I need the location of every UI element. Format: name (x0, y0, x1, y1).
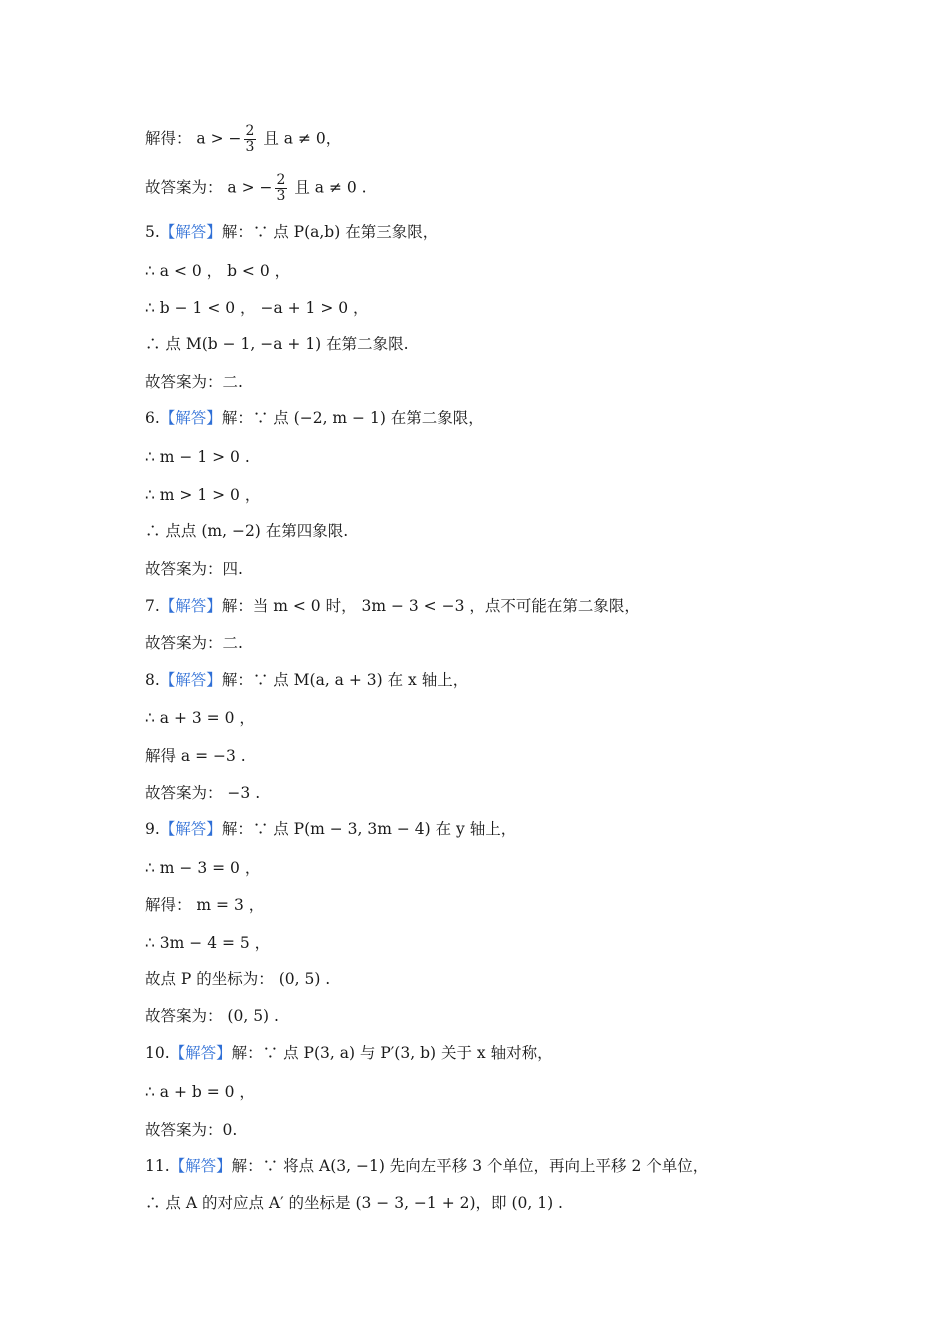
problem-9-header (145, 819, 516, 839)
problem-10-header (145, 1043, 553, 1063)
solution-line (145, 746, 246, 766)
fraction-denominator: 3 (276, 188, 286, 204)
solution-tag: 【解答】 (159, 820, 222, 838)
line-text: 解得： a > − (145, 129, 242, 148)
line-text: 解：∵ 点 P(3, a) 与 P′(3, b) 关于 x 轴对称， (231, 1044, 553, 1062)
problem-11-header (145, 1156, 708, 1176)
line-text: 解：∵ 点 (−2, m − 1) 在第二象限， (221, 409, 484, 427)
line-text: 解得： m = 3 ， (145, 896, 265, 914)
problem-number: 10. (145, 1044, 170, 1062)
solution-tag: 【解答】 (169, 1044, 232, 1062)
solution-line (145, 521, 348, 541)
solution-line (145, 858, 260, 878)
line-text: ∴ 点点 (m, −2) 在第四象限. (145, 522, 349, 540)
answer-line (145, 783, 260, 803)
solution-line (145, 969, 330, 989)
solution-line (145, 261, 290, 281)
line-text: ∴ m − 1 > 0 . (145, 448, 250, 466)
answer-line (145, 633, 243, 653)
solution-tag: 【解答】 (159, 597, 222, 615)
fraction (275, 173, 288, 204)
solution-line (145, 708, 255, 728)
fraction-numerator: 2 (276, 172, 286, 188)
problem-7-header (145, 596, 640, 616)
line-text: 故答案为： (0, 5) . (145, 1007, 279, 1025)
solution-line (145, 447, 250, 467)
line-text: ∴ m > 1 > 0 ， (145, 486, 261, 504)
fraction-numerator: 2 (245, 123, 255, 139)
line-text: 且 a ≠ 0， (258, 129, 342, 148)
line-text: 故答案为：二. (145, 373, 243, 391)
solution-line (145, 334, 409, 354)
problem-number: 11. (145, 1157, 170, 1175)
line-text: 且 a ≠ 0 . (289, 178, 367, 197)
line-text: 故点 P 的坐标为： (0, 5) . (145, 970, 331, 988)
line-text: 解：∵ 点 P(m − 3, 3m − 4) 在 y 轴上， (221, 820, 517, 838)
problem-number: 5. (145, 223, 160, 241)
answer-line (145, 372, 243, 392)
line-text: 故答案为：0. (145, 1121, 238, 1139)
solution-tag: 【解答】 (159, 223, 222, 241)
line-text: 解得 a = −3 . (145, 747, 246, 765)
solution-tag: 【解答】 (159, 671, 222, 689)
problem-number: 7. (145, 597, 160, 615)
solution-line (145, 485, 260, 505)
solution-tag: 【解答】 (169, 1157, 232, 1175)
line-text: 故答案为： a > − (145, 178, 273, 197)
answer-line (145, 1120, 237, 1140)
answer-line (145, 559, 243, 579)
line-text: ∴ a + 3 = 0 ， (145, 709, 255, 727)
line-text: 故答案为： −3 . (145, 784, 261, 802)
fraction (244, 124, 257, 155)
problem-5-header (145, 222, 438, 242)
solution-line (145, 933, 270, 953)
line-text: ∴ 点 M(b − 1, −a + 1) 在第二象限. (145, 335, 409, 353)
solution-line (145, 895, 264, 915)
line-text: 故答案为：二. (145, 634, 243, 652)
line-text: ∴ m − 3 = 0 ， (145, 859, 261, 877)
line-text: ∴ b − 1 < 0 ， −a + 1 > 0 ， (145, 299, 369, 317)
problem-number: 8. (145, 671, 160, 689)
answer-line (145, 1006, 279, 1026)
line-text: 解：∵ 点 P(a,b) 在第三象限， (221, 223, 439, 241)
line-text: ∴ 3m − 4 = 5 ， (145, 934, 271, 952)
line-text: ∴ a + b = 0 ， (145, 1083, 255, 1101)
line-text: ∴ a < 0 ， b < 0 ， (145, 262, 291, 280)
solution-line (145, 1193, 563, 1213)
solution-line (145, 124, 341, 155)
answer-line (145, 173, 367, 204)
problem-number: 6. (145, 409, 160, 427)
problem-8-header (145, 670, 468, 690)
line-text: 解：当 m < 0 时， 3m − 3 < −3 ，点不可能在第二象限， (221, 597, 640, 615)
solution-tag: 【解答】 (159, 409, 222, 427)
line-text: ∴ 点 A 的对应点 A′ 的坐标是 (3 − 3, −1 + 2)，即 (0, 1) . (145, 1194, 563, 1212)
fraction-denominator: 3 (245, 139, 255, 155)
line-text: 解：∵ 点 M(a, a + 3) 在 x 轴上， (221, 671, 469, 689)
problem-6-header (145, 408, 484, 428)
solution-line (145, 1082, 255, 1102)
problem-number: 9. (145, 820, 160, 838)
line-text: 解：∵ 将点 A(3, −1) 先向左平移 3 个单位，再向上平移 2 个单位， (231, 1157, 709, 1175)
solution-line (145, 298, 369, 318)
line-text: 故答案为：四. (145, 560, 243, 578)
